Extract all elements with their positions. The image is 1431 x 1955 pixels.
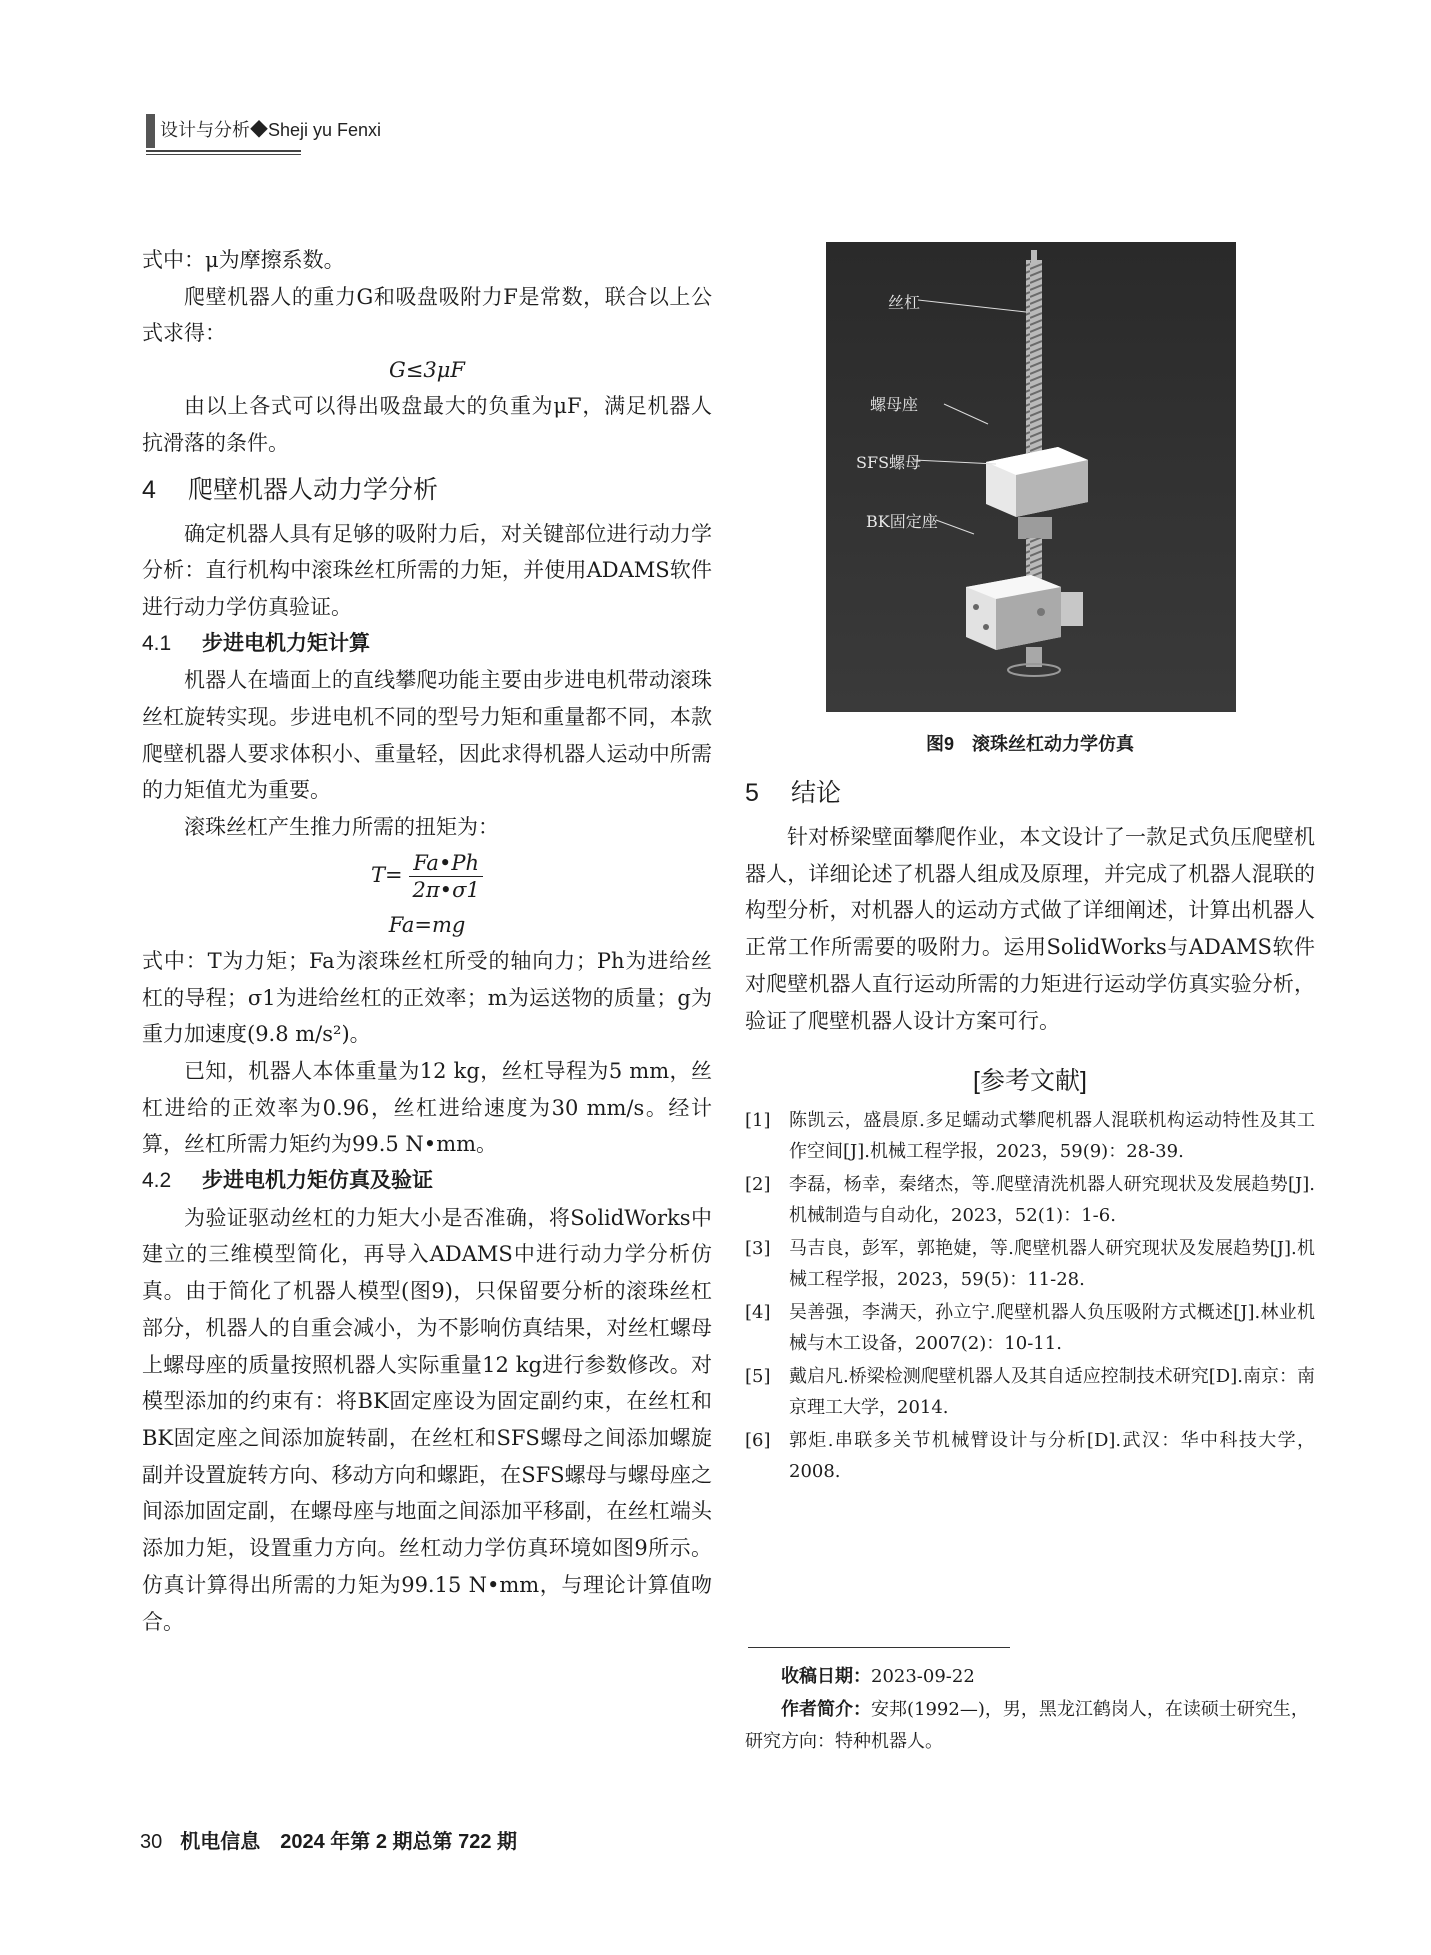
reference-text: 陈凯云，盛晨原.多足蠕动式攀爬机器人混联机构运动特性及其工作空间[J].机械工程学报，2023，59(9)：28-39. [789, 1110, 1315, 1163]
figure-label-sfs-nut: SFS螺母 [856, 453, 922, 472]
section-number: 5 [745, 779, 759, 807]
formula-torque-fraction [409, 850, 483, 903]
paragraph-given-values: 已知，机器人本体重量为12 kg，丝杠导程为5 mm，丝杠进给的正效率为0.96，丝杠进给速度为30 mm/s。经计算，丝杠所需力矩约为99.5 N•mm。 [142, 1058, 712, 1157]
formula-torque-lhs: T= [370, 862, 403, 887]
footnote [745, 1660, 1315, 1758]
paragraph-max-load: 由以上各式可以得出吸盘最大的负重为μF，满足机器人抗滑落的条件。 [142, 394, 712, 455]
figure-label-nut-seat: 螺母座 [870, 395, 919, 414]
paragraph-dynamics-intro: 确定机器人具有足够的吸附力后，对关键部位进行动力学分析：直行机构中滚珠丝杠所需的力矩，并使用ADAMS软件进行动力学仿真验证。 [142, 521, 712, 619]
page-footer [140, 1825, 517, 1854]
reference-number: [2] [745, 1174, 771, 1196]
formula-axial-force: Fa=mg [388, 912, 466, 937]
paragraph-simulation: 为验证驱动丝杠的力矩大小是否准确，将SolidWorks中建立的三维模型简化，再导入ADAMS中进行动力学分析仿真。由于简化了机器人模型(图9)，只保留要分析的滚珠丝杠部分，机器人的自重会减小，为不影响仿真结果，对丝杠螺母上螺母座的质量按照机器人实际重量12 kg进行参数修改。对模型添加的约束有：将BK固定座设为固定副约束，在丝杠和BK固定座之间添加旋转副，在丝杠和SFS螺母之间添加螺旋副并设置旋转方向、移动方向和螺距，在SFS螺母与螺母座之间添加固定副，在螺母座与地面之间添加平移副，在丝杠端头添加力矩，设置重力方向。丝杠动力学仿真环境如图9所示。仿真计算得出所需的力矩为99.15 N•mm，与理论计算值吻合。 [142, 1205, 712, 1634]
section-heading-5 [745, 775, 1315, 811]
received-date [745, 1660, 1315, 1693]
section-title: 爬壁机器人动力学分析 [188, 475, 439, 504]
left-column [142, 242, 712, 1640]
subsection-number: 4.2 [142, 1169, 172, 1193]
header-section-title: 设计与分析◆Sheji yu Fenxi [160, 120, 382, 140]
reference-item [745, 1233, 1315, 1295]
paragraph-variable-definitions: 式中：T为力矩；Fa为滚珠丝杠所受的轴向力；Ph为进给丝杠的导程；σ1为进给丝杠的正效率；m为运送物的质量；g为重力加速度(9.8 m/s²)。 [142, 948, 712, 1047]
subsection-title: 步进电机力矩仿真及验证 [202, 1169, 433, 1193]
reference-list [745, 1105, 1315, 1487]
formula-numerator: Fa•Ph [409, 850, 483, 877]
reference-text: 李磊，杨幸，秦绪杰，等.爬壁清洗机器人研究现状及发展趋势[J].机械制造与自动化，2023，52(1)：1-6. [789, 1174, 1315, 1227]
section-heading-4 [142, 472, 712, 508]
subsection-title: 步进电机力矩计算 [202, 631, 370, 655]
header-bar [146, 114, 155, 148]
reference-number: [4] [745, 1302, 771, 1324]
running-header [146, 112, 382, 152]
reference-text: 马吉良，彭军，郭艳婕，等.爬壁机器人研究现状及发展趋势[J].机械工程学报，2023，59(5)：11-28. [789, 1238, 1315, 1291]
subsection-heading-4-1 [142, 626, 712, 663]
formula-torque [142, 850, 712, 903]
reference-number: [6] [745, 1430, 771, 1452]
author-bio-value: 安邦(1992—)，男，黑龙江鹤岗人，在读硕士研究生，研究方向：特种机器人。 [745, 1699, 1309, 1752]
journal-issue: 机电信息 2024 年第 2 期总第 722 期 [180, 1831, 518, 1853]
author-bio-label: 作者简介： [781, 1699, 871, 1719]
reference-text: 吴善强，李满天，孙立宁.爬壁机器人负压吸附方式概述[J].林业机械与木工设备，2007(2)：10-11. [789, 1302, 1315, 1355]
paragraph-stepper-motor: 机器人在墙面上的直线攀爬功能主要由步进电机带动滚珠丝杠旋转实现。步进电机不同的型号力矩和重量都不同，本款爬壁机器人要求体积小、重量轻，因此求得机器人运动中所需的力矩值尤为重要。 [142, 668, 712, 803]
reference-item [745, 1361, 1315, 1423]
reference-item [745, 1169, 1315, 1231]
section-number: 4 [142, 475, 156, 504]
reference-number: [1] [745, 1110, 771, 1132]
right-column [745, 775, 1315, 1489]
section-title: 结论 [791, 779, 842, 807]
page-number: 30 [140, 1831, 163, 1853]
reference-number: [5] [745, 1366, 771, 1388]
paragraph-gravity-adsorption: 爬壁机器人的重力G和吸盘吸附力F是常数，联合以上公式求得： [142, 284, 712, 346]
header-rule-thin [146, 154, 301, 155]
subsection-number: 4.1 [142, 631, 172, 655]
received-date-value: 2023-09-22 [871, 1666, 975, 1687]
subsection-heading-4-2 [142, 1163, 712, 1200]
received-date-label: 收稿日期： [781, 1666, 871, 1686]
formula-friction-inequality: G≤3μF [389, 358, 465, 383]
formula-denominator: 2π•σ1 [412, 877, 480, 902]
figure-label-screw: 丝杠 [888, 293, 921, 312]
reference-number: [3] [745, 1238, 771, 1260]
references-title: [参考文献] [973, 1067, 1087, 1096]
figure-9-image [826, 242, 1236, 712]
reference-text: 戴启凡.桥梁检测爬壁机器人及其自适应控制技术研究[D].南京：南京理工大学，2014. [789, 1366, 1315, 1419]
paragraph-torque-intro: 滚珠丝杠产生推力所需的扭矩为： [184, 815, 499, 840]
header-rule [146, 150, 301, 152]
reference-text: 郭炬.串联多关节机械臂设计与分析[D].武汉：华中科技大学，2008. [789, 1430, 1315, 1483]
paragraph-conclusion: 针对桥梁壁面攀爬作业，本文设计了一款足式负压爬壁机器人，详细论述了机器人组成及原理，并完成了机器人混联的构型分析，对机器人的运动方式做了详细阐述，计算出机器人正常工作所需要的吸附力。运用SolidWorks与ADAMS软件对爬壁机器人直行运动所需的力矩进行运动学仿真实验分析，验证了爬壁机器人设计方案可行。 [745, 825, 1315, 1033]
reference-item [745, 1425, 1315, 1487]
author-bio [745, 1693, 1315, 1758]
paragraph-friction-coefficient: 式中：μ为摩擦系数。 [142, 248, 345, 272]
figure-9-caption: 图9 滚珠丝杠动力学仿真 [925, 734, 1134, 754]
reference-item [745, 1105, 1315, 1167]
figure-label-bk-seat: BK固定座 [866, 512, 938, 531]
reference-item [745, 1297, 1315, 1359]
footnote-divider [748, 1647, 1010, 1648]
